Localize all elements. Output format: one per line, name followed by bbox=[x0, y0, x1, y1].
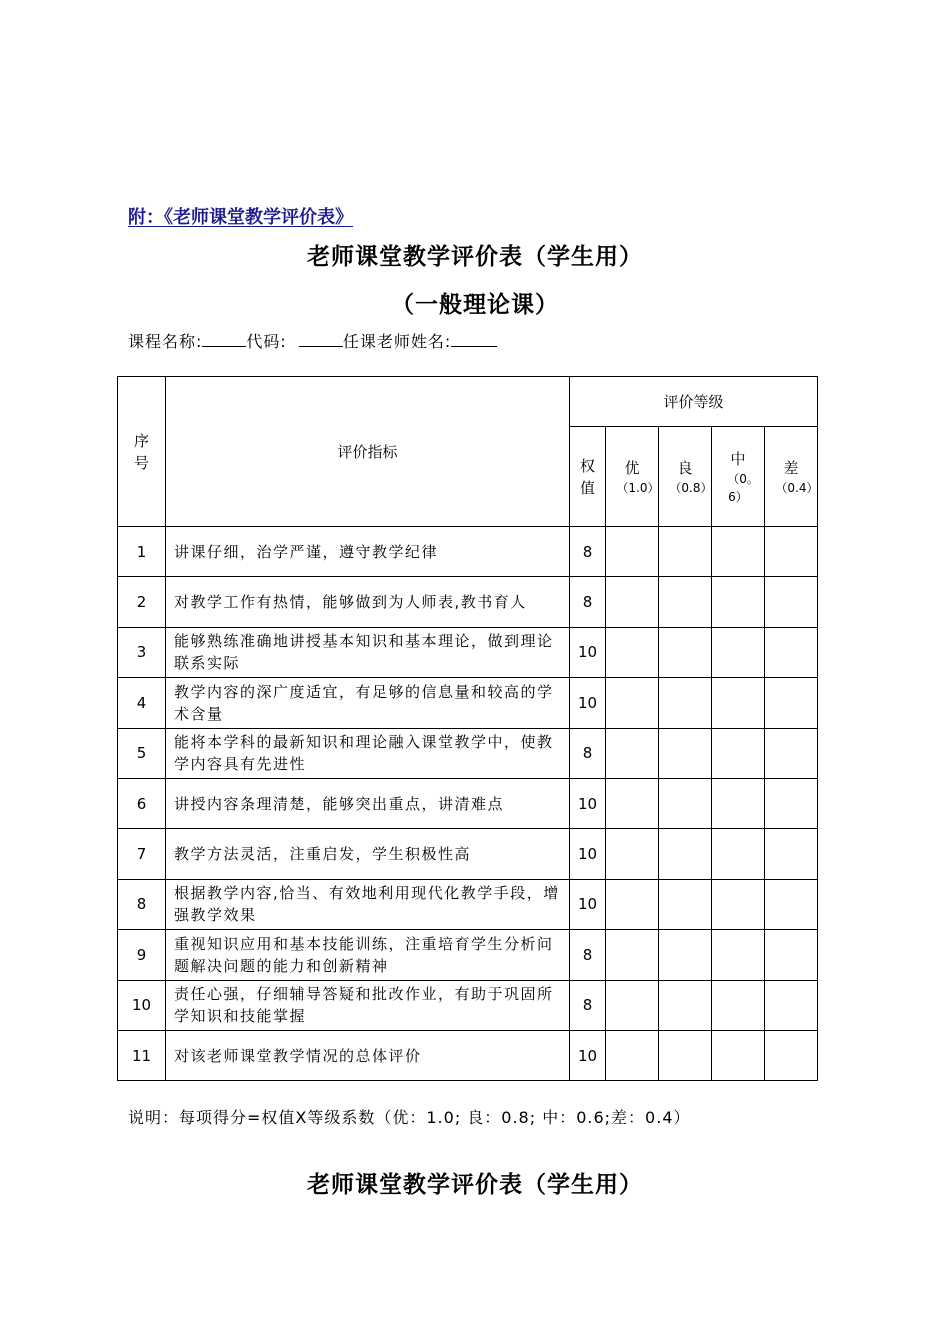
teacher-name-label: 任课老师姓名: bbox=[342, 332, 452, 351]
table-row bbox=[118, 829, 818, 879]
grade-cell-good[interactable] bbox=[659, 829, 712, 879]
grade-cell-medium[interactable] bbox=[712, 527, 765, 577]
grade-cell-poor[interactable] bbox=[765, 627, 818, 677]
grade-cell-poor[interactable] bbox=[765, 879, 818, 929]
grade-cell-excellent[interactable] bbox=[606, 577, 659, 627]
course-info-line bbox=[128, 329, 497, 352]
grade-cell-good[interactable] bbox=[659, 627, 712, 677]
grade-cell-excellent[interactable] bbox=[606, 627, 659, 677]
row-weight: 8 bbox=[570, 930, 606, 980]
grade-header-poor: 差 （0.4） bbox=[765, 427, 818, 527]
grade-cell-good[interactable] bbox=[659, 577, 712, 627]
grade-header-good: 良 （0.8） bbox=[659, 427, 712, 527]
grade-cell-good[interactable] bbox=[659, 527, 712, 577]
grade-cell-excellent[interactable] bbox=[606, 930, 659, 980]
grade-cell-poor[interactable] bbox=[765, 527, 818, 577]
row-number: 9 bbox=[118, 930, 166, 980]
grade-cell-poor[interactable] bbox=[765, 728, 818, 778]
row-indicator: 责任心强，仔细辅导答疑和批改作业，有助于巩固所学知识和技能掌握 bbox=[166, 980, 570, 1030]
grade-cell-excellent[interactable] bbox=[606, 829, 659, 879]
row-weight: 8 bbox=[570, 527, 606, 577]
grade-cell-excellent[interactable] bbox=[606, 728, 659, 778]
appendix-title-link[interactable]: 附：《老师课堂教学评价表》 bbox=[128, 207, 353, 228]
grade-cell-excellent[interactable] bbox=[606, 778, 659, 828]
row-weight: 8 bbox=[570, 577, 606, 627]
row-weight: 8 bbox=[570, 980, 606, 1030]
table-row bbox=[118, 678, 818, 728]
code-blank[interactable] bbox=[299, 332, 343, 347]
row-number: 7 bbox=[118, 829, 166, 879]
course-name-blank[interactable] bbox=[202, 332, 246, 347]
grade-cell-medium[interactable] bbox=[712, 678, 765, 728]
scoring-note: 说明：每项得分=权值X等级系数（优：1.0; 良：0.8; 中：0.6;差：0.4） bbox=[128, 1108, 691, 1127]
grade-cell-poor[interactable] bbox=[765, 678, 818, 728]
grade-cell-good[interactable] bbox=[659, 980, 712, 1030]
row-indicator: 对教学工作有热情，能够做到为人师表,教书育人 bbox=[166, 577, 570, 627]
grade-cell-excellent[interactable] bbox=[606, 1030, 659, 1080]
grade-cell-good[interactable] bbox=[659, 879, 712, 929]
grade-cell-good[interactable] bbox=[659, 678, 712, 728]
table-row bbox=[118, 577, 818, 627]
table-row bbox=[118, 879, 818, 929]
page-subtitle: （一般理论课） bbox=[391, 292, 559, 318]
grade-cell-medium[interactable] bbox=[712, 879, 765, 929]
table-row bbox=[118, 1030, 818, 1080]
table-row bbox=[118, 980, 818, 1030]
row-number: 5 bbox=[118, 728, 166, 778]
row-indicator: 讲授内容条理清楚，能够突出重点，讲清难点 bbox=[166, 778, 570, 828]
row-indicator: 根据教学内容,恰当、有效地利用现代化教学手段，增强教学效果 bbox=[166, 879, 570, 929]
grade-cell-poor[interactable] bbox=[765, 778, 818, 828]
row-indicator: 能够熟练准确地讲授基本知识和基本理论，做到理论联系实际 bbox=[166, 627, 570, 677]
seq-header: 序号 bbox=[118, 377, 166, 527]
table-row bbox=[118, 527, 818, 577]
row-number: 1 bbox=[118, 527, 166, 577]
row-number: 3 bbox=[118, 627, 166, 677]
row-weight: 8 bbox=[570, 728, 606, 778]
grade-cell-excellent[interactable] bbox=[606, 678, 659, 728]
row-weight: 10 bbox=[570, 627, 606, 677]
grade-cell-medium[interactable] bbox=[712, 778, 765, 828]
table-row bbox=[118, 778, 818, 828]
grade-cell-poor[interactable] bbox=[765, 1030, 818, 1080]
grade-group-header: 评价等级 bbox=[570, 377, 818, 427]
table-row bbox=[118, 627, 818, 677]
grade-cell-poor[interactable] bbox=[765, 829, 818, 879]
grade-cell-medium[interactable] bbox=[712, 627, 765, 677]
table-row bbox=[118, 728, 818, 778]
grade-cell-medium[interactable] bbox=[712, 980, 765, 1030]
row-indicator: 重视知识应用和基本技能训练，注重培育学生分析问题解决问题的能力和创新精神 bbox=[166, 930, 570, 980]
row-indicator: 教学内容的深广度适宜，有足够的信息量和较高的学术含量 bbox=[166, 678, 570, 728]
row-weight: 10 bbox=[570, 1030, 606, 1080]
row-weight: 10 bbox=[570, 778, 606, 828]
row-indicator: 教学方法灵活，注重启发，学生积极性高 bbox=[166, 829, 570, 879]
grade-cell-excellent[interactable] bbox=[606, 527, 659, 577]
grade-header-medium: 中 （0。6） bbox=[712, 427, 765, 527]
row-indicator: 讲课仔细，治学严谨，遵守教学纪律 bbox=[166, 527, 570, 577]
table-row bbox=[118, 930, 818, 980]
row-indicator: 能将本学科的最新知识和理论融入课堂教学中，使教学内容具有先进性 bbox=[166, 728, 570, 778]
evaluation-table bbox=[117, 376, 818, 1081]
grade-cell-poor[interactable] bbox=[765, 980, 818, 1030]
grade-cell-good[interactable] bbox=[659, 930, 712, 980]
row-weight: 10 bbox=[570, 678, 606, 728]
page-title: 老师课堂教学评价表（学生用） bbox=[307, 244, 643, 270]
weight-header: 权值 bbox=[570, 427, 606, 527]
grade-cell-medium[interactable] bbox=[712, 930, 765, 980]
grade-cell-medium[interactable] bbox=[712, 577, 765, 627]
row-weight: 10 bbox=[570, 829, 606, 879]
course-name-label: 课程名称: bbox=[128, 332, 203, 351]
row-number: 11 bbox=[118, 1030, 166, 1080]
grade-cell-medium[interactable] bbox=[712, 728, 765, 778]
grade-cell-excellent[interactable] bbox=[606, 879, 659, 929]
grade-cell-excellent[interactable] bbox=[606, 980, 659, 1030]
grade-cell-poor[interactable] bbox=[765, 577, 818, 627]
row-number: 6 bbox=[118, 778, 166, 828]
grade-cell-good[interactable] bbox=[659, 728, 712, 778]
teacher-name-blank[interactable] bbox=[451, 332, 497, 347]
row-weight: 10 bbox=[570, 879, 606, 929]
grade-cell-good[interactable] bbox=[659, 778, 712, 828]
row-number: 8 bbox=[118, 879, 166, 929]
grade-header-excellent: 优 （1.0） bbox=[606, 427, 659, 527]
row-number: 2 bbox=[118, 577, 166, 627]
grade-cell-poor[interactable] bbox=[765, 930, 818, 980]
indicator-header: 评价指标 bbox=[166, 377, 570, 527]
page-title-repeat: 老师课堂教学评价表（学生用） bbox=[307, 1172, 643, 1198]
grade-cell-good[interactable] bbox=[659, 1030, 712, 1080]
row-number: 10 bbox=[118, 980, 166, 1030]
grade-cell-medium[interactable] bbox=[712, 829, 765, 879]
grade-cell-medium[interactable] bbox=[712, 1030, 765, 1080]
code-label: 代码: bbox=[246, 332, 293, 351]
row-number: 4 bbox=[118, 678, 166, 728]
row-indicator: 对该老师课堂教学情况的总体评价 bbox=[166, 1030, 570, 1080]
